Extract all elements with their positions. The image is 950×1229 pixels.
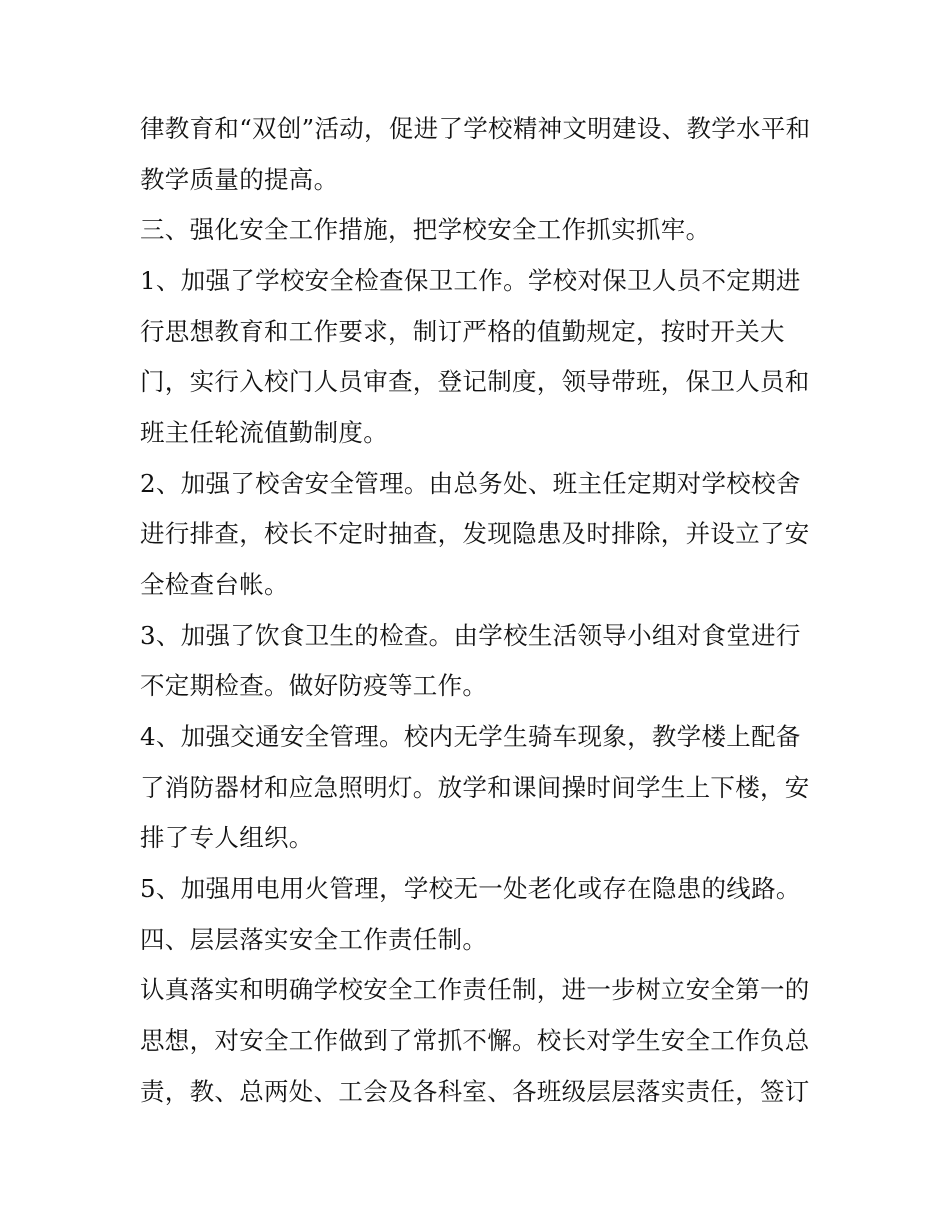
text-line: 教学质量的提高。 bbox=[140, 165, 339, 194]
text-line: 2、加强了校舍安全管理。由总务处、班主任定期对学校校舍 bbox=[140, 469, 801, 498]
section-heading-3: 三、强化安全工作措施，把学校安全工作抓实抓牢。 bbox=[140, 215, 711, 244]
text-line: 律教育和“双创”活动，促进了学校精神文明建设、教学水平和 bbox=[140, 114, 811, 143]
text-line: 全检查台帐。 bbox=[140, 570, 289, 599]
text-line: 行思想教育和工作要求，制订严格的值勤规定，按时开关大 bbox=[140, 317, 785, 346]
text-line: 责，教、总两处、工会及各科室、各班级层层落实责任，签订 bbox=[140, 1077, 810, 1106]
text-line: 5、加强用电用火管理，学校无一处老化或存在隐患的线路。 bbox=[140, 874, 801, 903]
text-line: 1、加强了学校安全检查保卫工作。学校对保卫人员不定期进 bbox=[140, 266, 801, 295]
text-line: 排了专人组织。 bbox=[140, 823, 314, 852]
text-line: 进行排查，校长不定时抽查，发现隐患及时排除，并设立了安 bbox=[140, 519, 810, 548]
text-line: 4、加强交通安全管理。校内无学生骑车现象，教学楼上配备 bbox=[140, 722, 801, 751]
text-line: 3、加强了饮食卫生的检查。由学校生活领导小组对食堂进行 bbox=[140, 621, 801, 650]
text-line: 不定期检查。做好防疫等工作。 bbox=[140, 671, 488, 700]
text-line: 班主任轮流值勤制度。 bbox=[140, 418, 388, 447]
text-line: 了消防器材和应急照明灯。放学和课间操时间学生上下楼，安 bbox=[140, 773, 810, 802]
text-line: 门，实行入校门人员审查，登记制度，领导带班，保卫人员和 bbox=[140, 367, 810, 396]
text-line: 认真落实和明确学校安全工作责任制，进一步树立安全第一的 bbox=[140, 975, 810, 1004]
section-heading-4: 四、层层落实安全工作责任制。 bbox=[140, 925, 488, 954]
text-line: 思想，对安全工作做到了常抓不懈。校长对学生安全工作负总 bbox=[140, 1026, 810, 1055]
